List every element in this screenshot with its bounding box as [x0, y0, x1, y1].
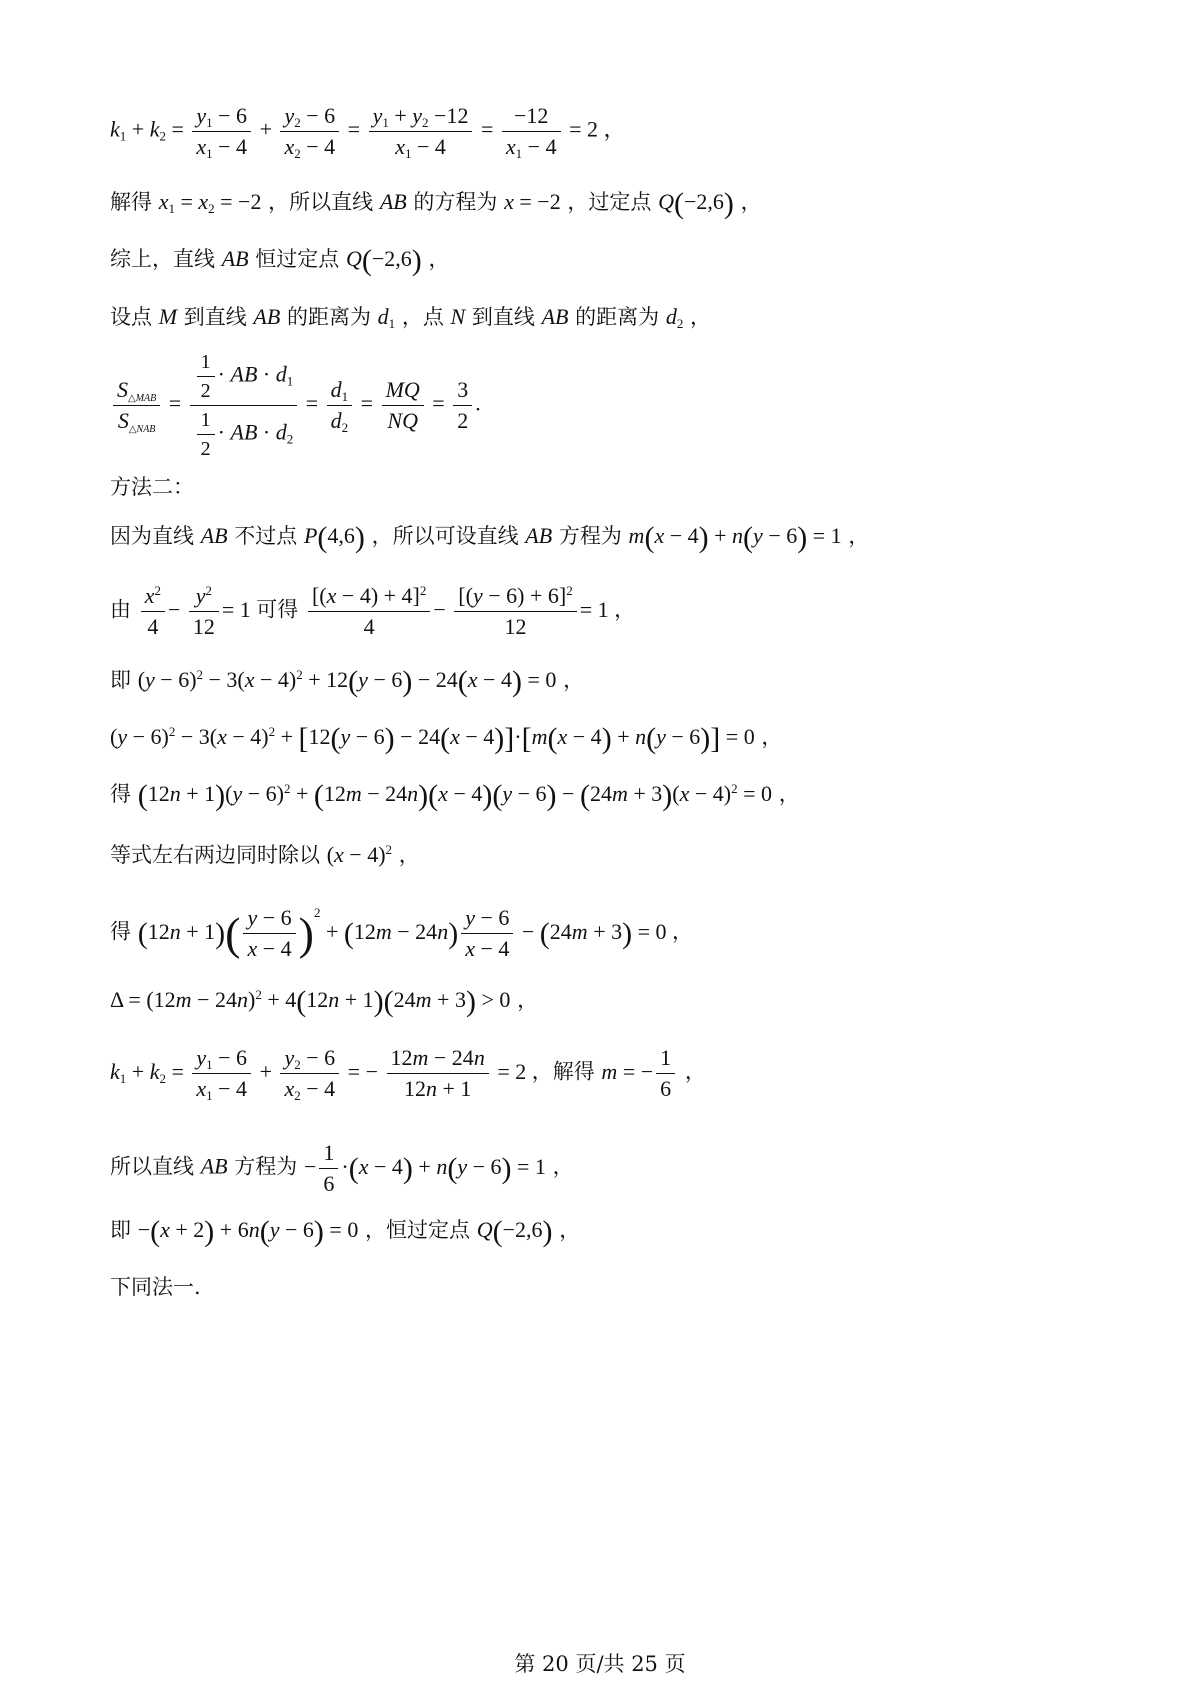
text-segment: 即 [110, 668, 131, 692]
heading-method-two [110, 472, 194, 502]
text-segment: ， [563, 668, 585, 692]
math-ab: AB [221, 246, 249, 271]
text-conclusion-fixed-point: 综上，直线 AB 恒过定点 Q(−2,6) ， [110, 243, 450, 277]
equation-area-ratio: $\frac{S_{\triangle MAB}}{S_{\triangle NAB}}$ = $\frac{1}{2}$ · AB · $d_1$ $\frac{1}{2}$ · AB · $d_2$ = $\frac{d_1}{d_2}$ = $\frac{MQ}{NQ}$ = $\frac{3}{2}$ . [110, 350, 481, 461]
text-segment: . [475, 390, 481, 416]
equation-expanded: 即 $(y - 6)^2 - 3(x - 4)^2 + 12(y - 6) - 24(x - 4) = 0$ ， [110, 664, 585, 698]
text-segment: ， [552, 1154, 574, 1179]
text-segment: ，所以可设直线 [371, 524, 519, 548]
text-segment: ， [848, 524, 870, 548]
text-segment: ， [559, 1218, 581, 1242]
text-segment: ， [428, 247, 450, 271]
text-segment: ， [690, 305, 712, 329]
equation-k1-plus-k2-method1: $k_1 + k_2$ = $\frac{y_1 - 6}{x_1 - 4}$ + $\frac{y_2 - 6}{x_2 - 4}$ = $\frac{y_1 + y_2 -12}{x_1 - 4}$ = $\frac{-12}{x_1 - 4}$ = 2 ， [110, 103, 626, 161]
equation-homogenized: $(y - 6)^2 - 3(x - 4)^2 + [12(y - 6) - 24(x - 4)]\cdot[m(x - 4) + n(y - 6)] = 0$ ， [110, 721, 783, 755]
text-solve-x: 解得 $x_1 = x_2 = -2$ ，所以直线 AB 的方程为 x = −2 ，过定点 Q(−2,6) ， [110, 186, 762, 220]
equation-hyperbola-substitution: 由 $\frac{x^2}{4}$ − $\frac{y^2}{12}$ = 1 可得 $\frac{[(x - 4) + 4]^2}{4}$ − $\frac{[(y - 6) + 6]^2}{12}$ = 1 ， [110, 583, 636, 639]
text-segment: ， [672, 919, 694, 944]
text-segment: 所以直线 [110, 1154, 194, 1179]
text-distance-definition: 设点 M 到直线 AB 的距离为 $d_1$ ，点 N 到直线 AB 的距离为 $d_2$ ， [110, 304, 712, 331]
text-line-ab-equation: 所以直线 AB 方程为 − $\frac{1}{6}$ ·(x − 4) + n(y − 6) = 1 ， [110, 1140, 574, 1196]
text-segment: 的距离为 [286, 305, 371, 329]
text-segment: ， [398, 843, 420, 867]
text-segment: ， [778, 782, 800, 806]
text-segment: 即 [110, 1218, 131, 1242]
math-ab: AB [525, 523, 553, 548]
text-segment: 综上，直线 [110, 247, 215, 271]
text-segment: 方法二： [110, 475, 194, 499]
text-segment: 得 [110, 782, 131, 806]
text-segment: ，过定点 [567, 190, 652, 214]
text-segment: 等式左右两边同时除以 [110, 843, 320, 867]
text-segment: 方程为 [234, 1154, 298, 1179]
math-ab: AB [200, 1153, 228, 1179]
text-segment: 的方程为 [413, 190, 498, 214]
page-number-footer: 第 20 页/共 25 页 [514, 1652, 686, 1676]
text-segment: 方程为 [558, 524, 622, 548]
text-segment: 到直线 [183, 305, 247, 329]
text-segment: 恒过定点 [255, 247, 340, 271]
text-segment: ，所以直线 [268, 190, 374, 214]
text-segment: 因为直线 [110, 524, 194, 548]
text-segment: 不过点 [234, 524, 298, 548]
text-divide-both-sides: 等式左右两边同时除以 $(x - 4)^2$ ， [110, 842, 420, 867]
text-fixed-point-method2: 即 −(x + 2) + 6n(y − 6) = 0 ，恒过定点 Q(−2,6) ， [110, 1214, 581, 1248]
text-segment: ， [740, 190, 762, 214]
text-segment: ， [761, 725, 783, 749]
math-m: M [158, 304, 178, 329]
equation-k1-plus-k2-method2: $k_1 + k_2$ = $\frac{y_1 - 6}{x_1 - 4}$ + $\frac{y_2 - 6}{x_2 - 4}$ = − $\frac{12m - 24n}{12n + 1}$ = 2 ，解得 m = − $\frac{1}{6}$ ， [110, 1045, 706, 1103]
equation-discriminant: $\Delta = (12m - 24n)^2 + 4(12n + 1)(24m + 3) > 0$ ， [110, 984, 539, 1018]
text-segment: ， [684, 1059, 706, 1084]
math-ab: AB [200, 523, 228, 548]
text-segment: ， [517, 988, 539, 1012]
math-ab: AB [541, 304, 569, 329]
equation-tail: = 2 ， [569, 116, 626, 142]
text-segment: 的距离为 [575, 305, 660, 329]
text-segment: 解得 [110, 190, 152, 214]
text-same-as-method1 [110, 1272, 201, 1302]
text-segment: ，恒过定点 [365, 1218, 471, 1242]
math-ab: AB [379, 189, 407, 214]
equation-collected: 得 $(12n + 1)(y - 6)^2 + (12m - 24n)(x - 4)(y - 6) - (24m + 3)(x - 4)^2 = 0$ ， [110, 778, 800, 812]
text-segment: 由 [110, 597, 131, 622]
text-segment: ，点 [401, 305, 444, 329]
text-segment: 下同法一. [110, 1275, 201, 1299]
text-segment: 到直线 [471, 305, 535, 329]
text-segment: 得 [110, 919, 131, 944]
text-segment: 可得 [256, 597, 299, 622]
math-ab: AB [253, 304, 281, 329]
text-segment: ， [614, 597, 636, 622]
text-segment: 设点 [110, 305, 152, 329]
text-line-equation-setup: 因为直线 AB 不过点 P(4,6) ，所以可设直线 AB 方程为 m(x − 4) + n(y − 6) = 1 ， [110, 520, 870, 554]
equation-slope-quadratic: 得 (12n + 1)( $\frac{y - 6}{x - 4}$ )$^2$ + (12m − 24n) $\frac{y - 6}{x - 4}$ − (24m + 3) = 0 ， [110, 904, 694, 961]
text-segment: ，解得 [531, 1059, 595, 1084]
math-n: N [450, 304, 466, 329]
